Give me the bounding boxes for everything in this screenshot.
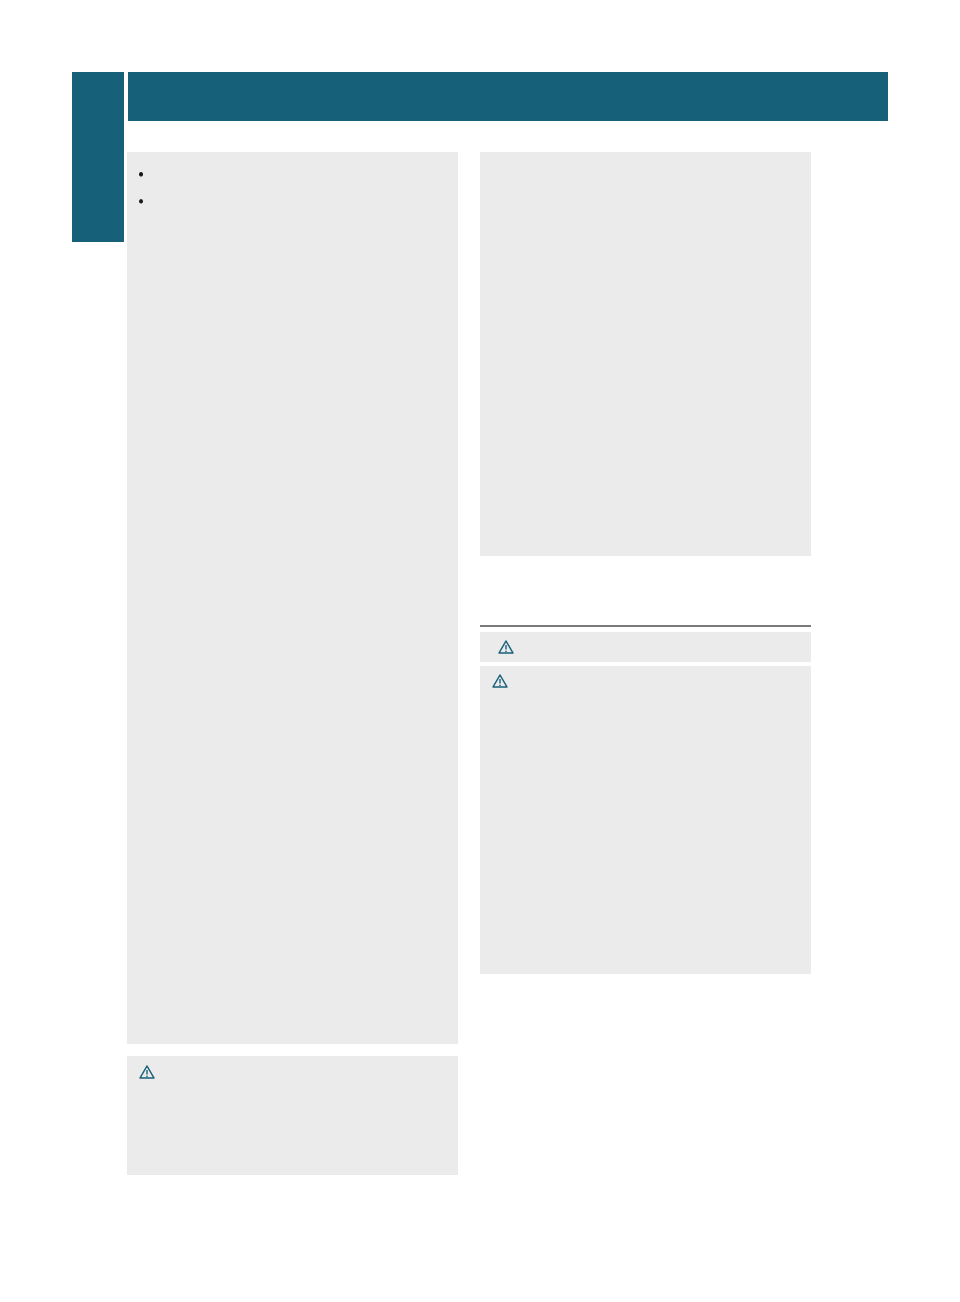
warning-triangle-icon (492, 674, 508, 688)
page-number (72, 72, 124, 121)
left-info-box (127, 152, 458, 1044)
list-item (135, 165, 452, 186)
warning-triangle-icon (498, 640, 514, 654)
safety-note-box (480, 632, 811, 662)
left-warning-box (127, 1056, 458, 1175)
body-text (480, 987, 811, 993)
header-bar (72, 72, 888, 121)
side-tab-block (72, 121, 124, 242)
bullet-list (135, 165, 452, 186)
right-info-box (480, 152, 811, 556)
section-divider (480, 625, 811, 627)
header-divider (124, 72, 128, 121)
right-warning-box (480, 666, 811, 974)
warning-triangle-icon (139, 1065, 155, 1079)
